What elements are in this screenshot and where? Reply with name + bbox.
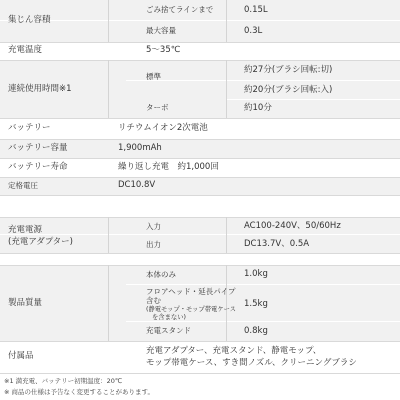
charging-input-value: AC100-240V、50/60Hz xyxy=(244,221,341,231)
runtime-standard-brush-on-value: 約20分(ブラシ回転:入) xyxy=(244,85,333,95)
accessories-line1: 充電アダプター、充電スタンド、静電モップ、 xyxy=(146,346,322,356)
weight-full-name-line2: 含む xyxy=(146,296,161,305)
footnote-2: ※ 商品の仕様は予告なく変更することがあります。 xyxy=(4,388,154,396)
rated-voltage-value: DC10.8V xyxy=(118,180,156,190)
column-divider xyxy=(226,265,227,341)
accessories-line2: モップ帯電ケース、すき間ノズル、クリーニングブラシ xyxy=(146,358,357,368)
weight-body-only-name: 本体のみ xyxy=(146,270,176,279)
footnote-1: ※1 満充電、バッテリー初期温度：20℃ xyxy=(4,377,123,385)
dust-capacity-label: 集じん容積 xyxy=(8,15,51,25)
row-band-weight xyxy=(0,265,400,341)
charging-power-label-sub: (充電アダプター) xyxy=(8,237,73,247)
runtime-standard-name: 標準 xyxy=(146,72,161,81)
column-divider xyxy=(108,265,109,341)
battery-life-label: バッテリー寿命 xyxy=(8,162,68,172)
rated-voltage-label: 定格電圧 xyxy=(8,181,38,190)
dust-capacity-fill-line-name: ごみ捨てラインまで xyxy=(146,5,214,14)
weight-stand-name: 充電スタンド xyxy=(146,326,191,335)
row-divider xyxy=(0,158,400,159)
battery-life-value: 繰り返し充電 約1,000回 xyxy=(118,162,219,172)
row-divider xyxy=(0,217,400,218)
row-divider xyxy=(0,341,400,342)
column-divider xyxy=(108,0,109,42)
weight-full-sub-line2: を含まない) xyxy=(152,314,186,321)
weight-full-sub: (静電モップ・モップ帯電ケース xyxy=(146,306,236,313)
runtime-turbo-name: ターボ xyxy=(146,103,169,112)
row-divider xyxy=(0,60,400,61)
weight-label: 製品質量 xyxy=(8,298,43,308)
weight-full-value: 1.5kg xyxy=(244,299,268,309)
row-divider xyxy=(0,177,400,178)
row-band-rated-voltage xyxy=(0,177,400,195)
row-divider xyxy=(0,373,400,374)
row-divider xyxy=(126,284,400,285)
column-divider xyxy=(226,60,227,118)
charging-output-name: 出力 xyxy=(146,240,161,249)
row-divider xyxy=(226,99,400,100)
accessories-label: 付属品 xyxy=(8,351,34,361)
column-divider xyxy=(226,217,227,253)
dust-capacity-max-value: 0.3L xyxy=(244,26,263,36)
row-divider xyxy=(126,80,400,81)
battery-label: バッテリー xyxy=(8,123,51,133)
battery-capacity-value: 1,900mAh xyxy=(118,143,162,153)
row-divider xyxy=(0,265,400,266)
weight-stand-value: 0.8kg xyxy=(244,326,268,336)
battery-capacity-label: バッテリー容量 xyxy=(8,143,68,153)
runtime-turbo-value: 約10分 xyxy=(244,103,272,113)
runtime-label: 連続使用時間※1 xyxy=(8,84,72,94)
row-divider xyxy=(0,42,400,43)
column-divider xyxy=(108,217,109,253)
battery-value: リチウムイオン2次電池 xyxy=(118,123,208,133)
row-divider xyxy=(0,234,400,235)
row-divider xyxy=(0,139,400,140)
dust-capacity-fill-line-value: 0.15L xyxy=(244,5,268,15)
runtime-standard-brush-off-value: 約27分(ブラシ回転:切) xyxy=(244,65,333,75)
dust-capacity-max-name: 最大容量 xyxy=(146,26,176,35)
charge-temp-value: 5～35℃ xyxy=(146,45,181,55)
row-divider xyxy=(0,20,400,21)
charging-power-label: 充電電源 xyxy=(8,225,43,235)
row-divider xyxy=(0,195,400,196)
column-divider xyxy=(108,60,109,118)
charging-output-value: DC13.7V、0.5A xyxy=(244,239,310,249)
row-divider xyxy=(0,118,400,119)
weight-full-name: フロアヘッド・延長パイプ xyxy=(146,287,236,296)
charge-temp-label: 充電温度 xyxy=(8,45,43,55)
row-divider xyxy=(0,253,400,254)
charging-input-name: 入力 xyxy=(146,222,161,231)
column-divider xyxy=(226,0,227,42)
weight-body-only-value: 1.0kg xyxy=(244,269,268,279)
